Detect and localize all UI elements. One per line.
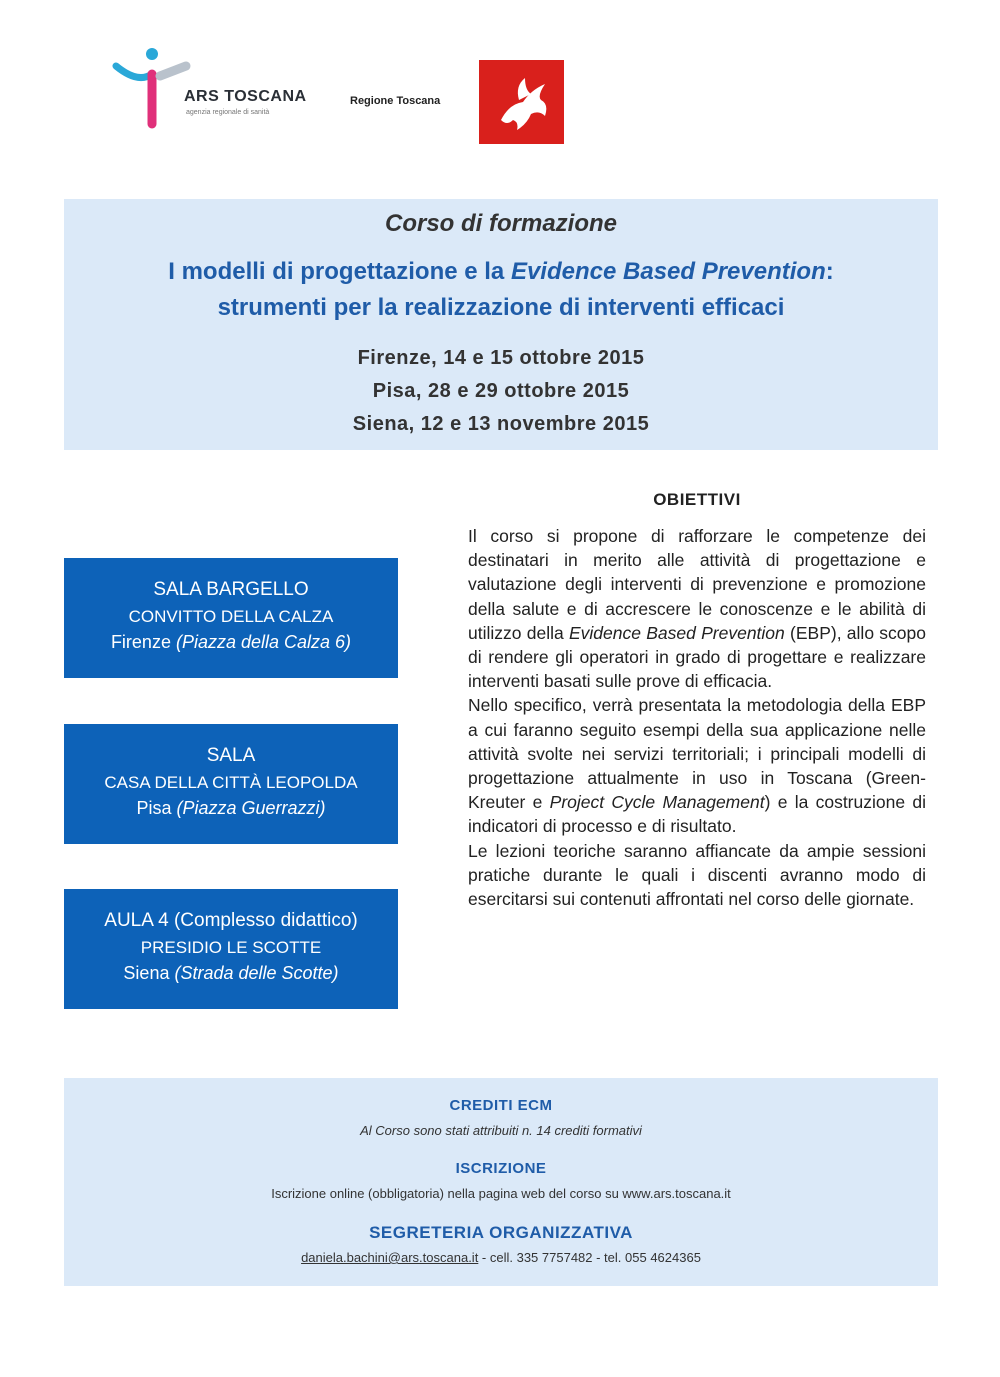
iscrizione-text: Iscrizione online (obbligatoria) nella pagina web del corso su www.ars.toscana.it xyxy=(271,1186,731,1201)
objectives-paragraph-3: Le lezioni teoriche saranno affiancate da ampie sessioni pratiche durante le quali i discenti avranno modo di esercitarsi sui contenuti affrontati nel corso delle giornate. xyxy=(468,840,926,910)
venue-building: CONVITTO DELLA CALZA xyxy=(128,607,334,626)
course-title-line1 xyxy=(64,254,938,290)
venue-city: Siena xyxy=(123,963,175,983)
objectives-text xyxy=(468,524,926,911)
venue-address xyxy=(64,961,398,985)
venue-firenze xyxy=(64,558,398,678)
ecm-text: Al Corso sono stati attribuiti n. 14 crediti formativi xyxy=(360,1123,642,1138)
date-firenze: Firenze, 14 e 15 ottobre 2015 xyxy=(357,347,645,369)
contact-email-link[interactable]: daniela.bachini@ars.toscana.it xyxy=(301,1250,479,1265)
venue-city: Pisa xyxy=(136,798,177,818)
text-span: ) e la costruzione di indicatori di processo e di risultato. xyxy=(468,792,926,837)
objectives-heading: OBIETTIVI xyxy=(653,490,741,509)
objectives-paragraph-1 xyxy=(468,524,926,693)
venue-address xyxy=(64,630,398,654)
contact-phones: - cell. 335 7757482 - tel. 055 4624365 xyxy=(478,1250,701,1265)
text-span: (EBP), allo scopo di rendere gli operatori in grado di progettare e realizzare interventi basati sulle prove di efficacia. xyxy=(468,622,926,692)
iscrizione-heading: ISCRIZIONE xyxy=(455,1160,547,1177)
regione-toscana-label: Regione Toscana xyxy=(350,95,441,107)
title-text: I modelli di progettazione e la xyxy=(168,258,511,285)
date-pisa: Pisa, 28 e 29 ottobre 2015 xyxy=(372,380,630,402)
title-italic-text: Evidence Based Prevention xyxy=(510,258,826,285)
contact-line xyxy=(64,1250,938,1265)
venue-room: SALA xyxy=(206,745,256,766)
venue-pisa xyxy=(64,724,398,844)
course-dates xyxy=(64,344,938,443)
venue-street: (Piazza Guerrazzi) xyxy=(176,798,326,818)
course-title xyxy=(64,254,938,326)
italic-span: Project Cycle Management xyxy=(549,792,765,813)
date-siena: Siena, 12 e 13 novembre 2015 xyxy=(352,413,650,435)
segreteria-heading: SEGRETERIA ORGANIZZATIVA xyxy=(369,1223,633,1242)
venue-room: SALA BARGELLO xyxy=(153,579,309,600)
objectives-paragraph-2 xyxy=(468,693,926,838)
ars-subtitle: agenzia regionale di sanità xyxy=(186,109,270,116)
venue-address xyxy=(64,796,398,820)
venue-siena xyxy=(64,889,398,1009)
venue-city: Firenze xyxy=(110,632,176,652)
ecm-heading: CREDITI ECM xyxy=(449,1097,553,1114)
venue-street: (Piazza della Calza 6) xyxy=(175,632,352,652)
course-title-line2: strumenti per la realizzazione di interventi efficaci xyxy=(217,294,785,321)
venue-room: AULA 4 (Complesso didattico) xyxy=(104,910,358,931)
pegasus-emblem-icon xyxy=(479,60,564,144)
italic-span: Evidence Based Prevention xyxy=(568,622,785,643)
ars-name: ARS TOSCANA xyxy=(184,88,307,105)
venue-street: (Strada delle Scotte) xyxy=(174,963,339,983)
venue-building: PRESIDIO LE SCOTTE xyxy=(140,938,322,957)
course-kind: Corso di formazione xyxy=(384,210,618,237)
venue-building: CASA DELLA CITTÀ LEOPOLDA xyxy=(104,773,358,792)
text-span: Nello specifico, verrà presentata la metodologia della EBP a cui faranno seguito esempi della sua applicazione nelle attività svolte nei servizi territoriali; i principali modelli di progettazione attualmente in uso in Toscana (Green-Kreuter e xyxy=(468,695,926,813)
text-span: Il corso si propone di rafforzare le competenze dei destinatari in merito alle attività di progettazione e valutazione degli interventi di prevenzione e promozione della salute e di accrescere le conoscenze e le abilità di utilizzo della xyxy=(468,526,926,643)
title-colon: : xyxy=(825,258,834,285)
